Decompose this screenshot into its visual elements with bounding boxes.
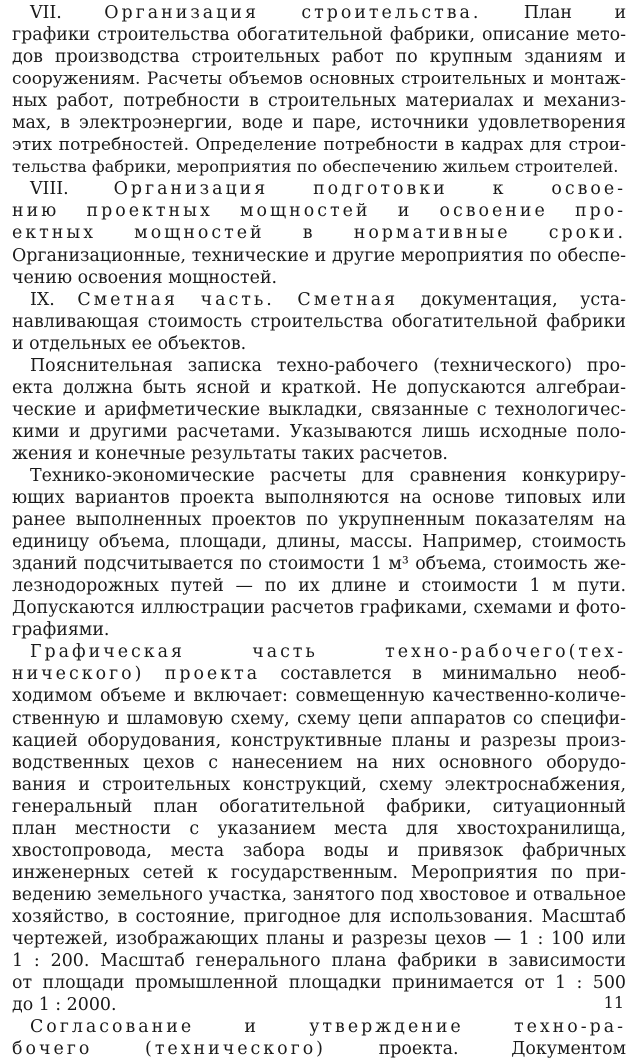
text-line: тельства фабрики, мероприятия по обеспечению жильем строителей. [12, 157, 619, 177]
text-line: сооружениям. Расчеты объемов основных строительных и монтаж- [12, 69, 626, 90]
text-line: ведению земельного участка, занятого под хвостовое и отвальное [12, 884, 626, 905]
text-line: лезнодорожных путей — по их длине и стоимости 1 м пути. [12, 576, 626, 597]
document-page [12, 2, 626, 1060]
text-line: 1 : 200. Масштаб генерального плана фабрики в зависимости [12, 951, 626, 972]
text-line: от площади промышленной площадки принимается от 1 : 500 [12, 973, 626, 994]
text-line: Пояснительная записка техно-рабочего (технического) про- [30, 355, 626, 376]
text-line: екта должна быть ясной и краткой. Не допускаются алгебраи- [12, 377, 626, 398]
text-line: хвостопровода, места забора воды и привязок фабричных [12, 840, 626, 861]
text-line: дов производства строительных работ по крупным зданиям и [12, 47, 626, 68]
text-line: ственную и шламовую схему, схему цепи аппаратов со специфи- [12, 708, 626, 729]
text-line: графики строительства обогатительной фабрики, описание мето- [12, 25, 626, 46]
text-line: инженерных сетей к государственным. Мероприятия по при- [12, 862, 626, 883]
text-line: ектных мощностей в нормативные сроки. [12, 223, 627, 244]
text-line: водственных цехов с нанесением на них основного оборудо- [12, 752, 626, 773]
text-line: чению освоения мощностей. [12, 267, 278, 288]
text-line: ходимом объеме и включает: совмещенную качественно-количе- [12, 686, 626, 707]
text-line: ранее выполненных проектов по укрупненным показателям на [12, 510, 626, 531]
text-line: Графическая часть техно-рабочего(тех- [30, 642, 626, 663]
text-line: единицу объема, площади, длины, массы. Например, стоимость [12, 532, 626, 553]
text-line: чертежей, изображающих планы и разрезы цехов — 1 : 100 или [12, 928, 626, 949]
text-line: Организационные, технические и другие мероприятия по обеспе- [12, 245, 626, 266]
text-line: ющих вариантов проекта выполняются на основе типовых или [12, 488, 626, 509]
text-line: графиями. [12, 620, 110, 641]
text-line: мах, в электроэнергии, воде и паре, источники удовлетворения [12, 113, 626, 134]
text-line: вания и строительных конструкций, схему электроснабжения, [12, 774, 626, 795]
text-line: до 1 : 2000. [12, 995, 117, 1016]
text-line: жения и конечные результаты таких расчетов. [12, 443, 448, 464]
text-line: нического) проекта составлется в минимально необ- [12, 664, 627, 685]
text-line: IX. Сметная часть. Сметная документация, уста- [30, 289, 626, 310]
text-line: кацией оборудования, конструктивные планы и разрезы произ- [12, 730, 626, 751]
text-line: план местности с указанием места для хвостохранилища, [12, 818, 626, 839]
text-line: этих потребностей. Определение потребности в кадрах для строи- [12, 135, 626, 156]
text-line: нию проектных мощностей и освоение про- [12, 201, 627, 222]
text-line: VIII. Организация подготовки к освое- [30, 179, 627, 200]
text-line: бочего (технического) проекта. Документом [12, 1039, 627, 1060]
text-line: навливающая стоимость строительства обогатительной фабрики [12, 311, 626, 332]
text-line: ческие и арифметические выкладки, связанные с технологичес- [12, 399, 626, 420]
page-number: 11 [603, 993, 624, 1012]
text-line: хозяйство, в состояние, пригодное для использования. Масштаб [12, 906, 626, 927]
text-line: генеральный план обогатительной фабрики, ситуационный [12, 796, 626, 817]
text-line: ных работ, потребности в строительных материалах и механиз- [12, 91, 626, 112]
text-line: зданий подсчитывается по стоимости 1 м³ объема, стоимость же- [12, 554, 626, 575]
text-line: Технико-экономические расчеты для сравнения конкуриру- [30, 465, 626, 486]
text-line: кими и другими расчетами. Указываются лишь исходные поло- [12, 421, 626, 442]
text-line: Допускаются иллюстрации расчетов графиками, схемами и фото- [12, 598, 626, 619]
text-line: VII. Организация строительства. План и [30, 3, 627, 23]
text-line: и отдельных ее объектов. [12, 333, 247, 354]
text-line: Согласование и утверждение техно-ра- [30, 1017, 626, 1038]
